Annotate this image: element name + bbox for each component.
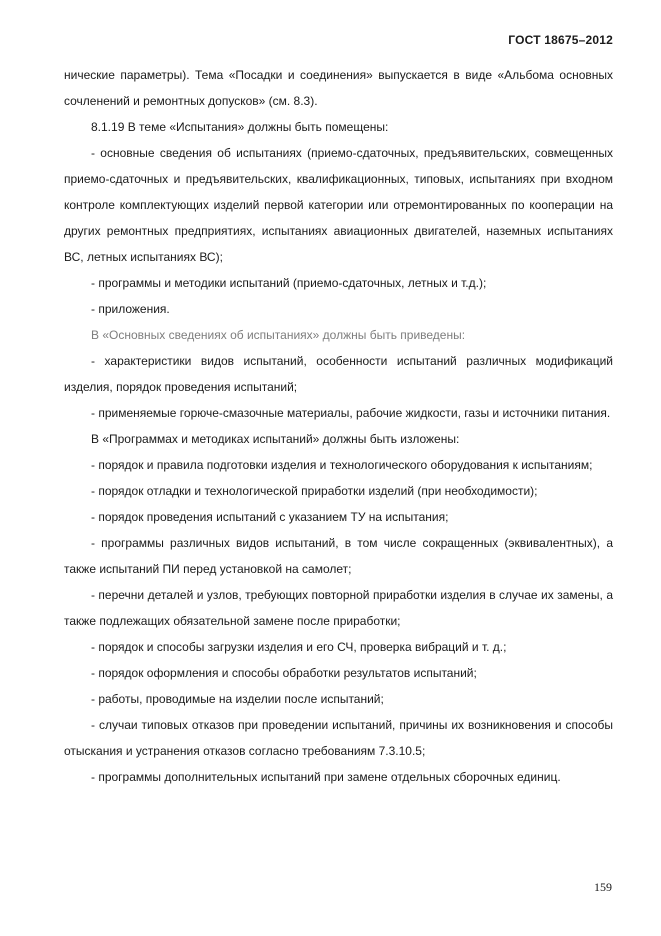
- list-item: - приложения.: [91, 302, 170, 316]
- list-item: - программы и методики испытаний (приемо-сдаточных, летных и т.д.);: [91, 276, 487, 290]
- list-item: - перечни деталей и узлов, требующих повторной приработки изделия в случае их замены, а также подлежащих обязательной замене после приработки;: [64, 588, 613, 628]
- list-item: - работы, проводимые на изделии после испытаний;: [91, 692, 384, 706]
- list-item: - программы дополнительных испытаний при замене отдельных сборочных единиц.: [91, 770, 561, 784]
- list-item: - порядок проведения испытаний с указанием ТУ на испытания;: [91, 510, 449, 524]
- list-item: - порядок отладки и технологической приработки изделий (при необходимости);: [91, 484, 538, 498]
- list-item: - порядок оформления и способы обработки результатов испытаний;: [91, 666, 477, 680]
- list-item: - характеристики видов испытаний, особенности испытаний различных модификаций изделия, порядок проведения испытаний;: [64, 354, 613, 394]
- document-body: [64, 62, 613, 790]
- page-number: 159: [594, 880, 612, 894]
- list-item: - основные сведения об испытаниях (приемо-сдаточных, предъявительских, совмещенных приемо-сдаточных и предъявительских, квалификационных, типовых, испытаниях при входном контроле комплектующих изделий первой категории или отремонтированных по кооперации на других ремонтных предприятиях, испытаниях авиационных двигателей, наземных испытаниях ВС, летных испытаниях ВС);: [64, 146, 613, 264]
- list-item: - применяемые горюче-смазочные материалы, рабочие жидкости, газы и источники питания.: [91, 406, 611, 420]
- paragraph-continuation: нические параметры). Тема «Посадки и соединения» выпускается в виде «Альбома основных сочленений и ремонтных допусков» (см. 8.3).: [64, 68, 613, 108]
- list-item: - программы различных видов испытаний, в том числе сокращенных (эквивалентных), а также испытаний ПИ перед установкой на самолет;: [64, 536, 613, 576]
- document-header: ГОСТ 18675–2012: [508, 33, 613, 47]
- list-item: - порядок и способы загрузки изделия и его СЧ, проверка вибраций и т. д.;: [91, 640, 507, 654]
- list-item: - порядок и правила подготовки изделия и технологического оборудования к испытаниям;: [91, 458, 593, 472]
- section-intro: В «Программах и методиках испытаний» должны быть изложены:: [91, 432, 460, 446]
- clause-8-1-19: 8.1.19 В теме «Испытания» должны быть помещены:: [91, 120, 389, 134]
- section-intro: В «Основных сведениях об испытаниях» должны быть приведены:: [91, 328, 466, 342]
- list-item: - случаи типовых отказов при проведении испытаний, причины их возникновения и способы отыскания и устранения отказов согласно требованиям 7.3.10.5;: [64, 718, 613, 758]
